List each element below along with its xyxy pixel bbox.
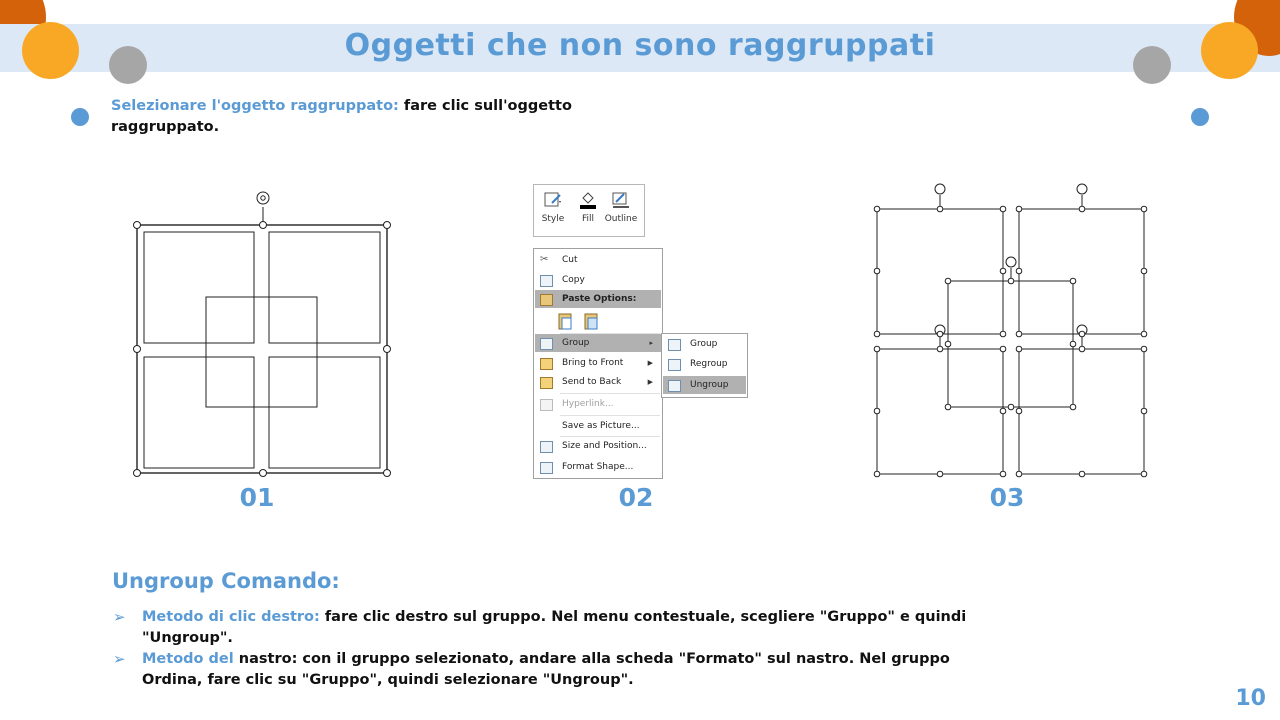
slide-title: Oggetti che non sono raggruppati (344, 28, 936, 63)
intro-highlight: Selezionare l'oggetto raggruppato: (111, 98, 399, 114)
decor-dot-right (1191, 108, 1209, 126)
ribbon-outline-label: Outline (604, 214, 638, 224)
bullet-ribbon (113, 649, 983, 691)
regroup-icon (668, 359, 681, 371)
figure-label-01: 01 (239, 483, 275, 512)
figure-03-ungrouped-shapes (865, 180, 1155, 485)
ribbon-fill-button[interactable] (571, 191, 605, 224)
group-submenu (661, 333, 748, 398)
menu-item-copy[interactable] (535, 271, 661, 289)
bring-front-icon (540, 358, 553, 370)
submenu-item-regroup-label: Regroup (690, 359, 728, 369)
bullet-arrow-icon: ➢ (113, 608, 126, 626)
menu-item-cut-label: Cut (562, 255, 578, 265)
size-position-icon (540, 441, 553, 453)
ungroup-icon (668, 380, 681, 392)
ribbon-fill-label: Fill (581, 214, 595, 224)
menu-item-group[interactable] (535, 334, 661, 352)
bullet-2-highlight: Metodo del (142, 651, 234, 667)
menu-separator (560, 393, 660, 394)
ribbon-style-button[interactable] (536, 191, 570, 224)
copy-icon (540, 275, 553, 287)
menu-item-size-and-position-label: Size and Position... (562, 441, 647, 451)
menu-item-bring-to-front[interactable] (535, 354, 661, 372)
menu-item-save-as-picture[interactable] (535, 417, 661, 435)
ribbon-style-label: Style (541, 214, 565, 224)
menu-item-bring-to-front-label: Bring to Front (562, 358, 624, 368)
menu-item-paste-options (535, 290, 661, 308)
menu-item-format-shape-label: Format Shape... (562, 462, 634, 472)
paste-icon (540, 294, 553, 306)
group-icon (668, 339, 681, 351)
menu-item-format-shape[interactable] (535, 458, 661, 476)
figure-01-grouped-shapes (125, 185, 400, 485)
submenu-item-group-label: Group (690, 339, 718, 349)
menu-item-copy-label: Copy (562, 275, 585, 285)
bullet-1-text: fare clic destro sul gruppo. Nel menu contestuale, scegliere "Gruppo" e quindi "Ungroup". (142, 609, 967, 646)
chevron-right-icon: ▸ (649, 339, 653, 347)
menu-item-send-to-back[interactable] (535, 373, 661, 391)
bullet-2-text: nastro: con il gruppo selezionato, andare alla scheda "Formato" sul nastro. Nel gruppo Ordina, fare clic su "Gruppo", quindi selezionare "Ungroup". (142, 651, 950, 688)
submenu-item-regroup[interactable] (663, 355, 746, 373)
bullet-right-click (113, 607, 983, 649)
page-number: 10 (1235, 686, 1266, 711)
bullet-1-highlight: Metodo di clic destro: (142, 609, 320, 625)
menu-item-paste-options-label: Paste Options: (562, 294, 637, 304)
hyperlink-icon (540, 399, 553, 411)
menu-item-save-as-picture-label: Save as Picture... (562, 421, 640, 431)
menu-item-send-to-back-label: Send to Back (562, 377, 622, 387)
style-icon (543, 191, 563, 209)
paste-option-buttons (556, 311, 606, 331)
decor-dot-left (71, 108, 89, 126)
intro-paragraph (111, 96, 651, 138)
group-icon (540, 338, 553, 350)
menu-item-hyperlink-label: Hyperlink... (562, 399, 614, 409)
scissors-icon: ✂ (540, 254, 549, 265)
submenu-item-ungroup-label: Ungroup (690, 380, 729, 390)
menu-item-size-and-position[interactable] (535, 437, 661, 455)
menu-item-cut[interactable] (535, 251, 661, 269)
format-ribbon-group (533, 184, 645, 237)
submenu-item-group[interactable] (663, 335, 746, 353)
format-shape-icon (540, 462, 553, 474)
outline-pen-icon (611, 191, 631, 209)
menu-item-hyperlink (535, 395, 661, 413)
paste-keep-formatting-icon[interactable] (559, 314, 571, 329)
bullet-arrow-icon: ➢ (113, 650, 126, 668)
context-menu (533, 248, 663, 479)
intro-text: fare clic sull'oggetto raggruppato. (111, 98, 572, 135)
chevron-right-icon: ▶ (647, 359, 653, 367)
figure-label-02: 02 (618, 483, 654, 512)
paste-picture-icon[interactable] (585, 314, 597, 329)
figure-label-03: 03 (989, 483, 1025, 512)
submenu-item-ungroup[interactable] (663, 376, 746, 394)
menu-separator (560, 415, 660, 416)
menu-item-group-label: Group (562, 338, 590, 348)
section-title: Ungroup Comando: (112, 569, 340, 593)
send-back-icon (540, 377, 553, 389)
ribbon-outline-button[interactable] (604, 191, 638, 224)
fill-bucket-icon (578, 191, 598, 209)
chevron-right-icon: ▶ (647, 378, 653, 386)
